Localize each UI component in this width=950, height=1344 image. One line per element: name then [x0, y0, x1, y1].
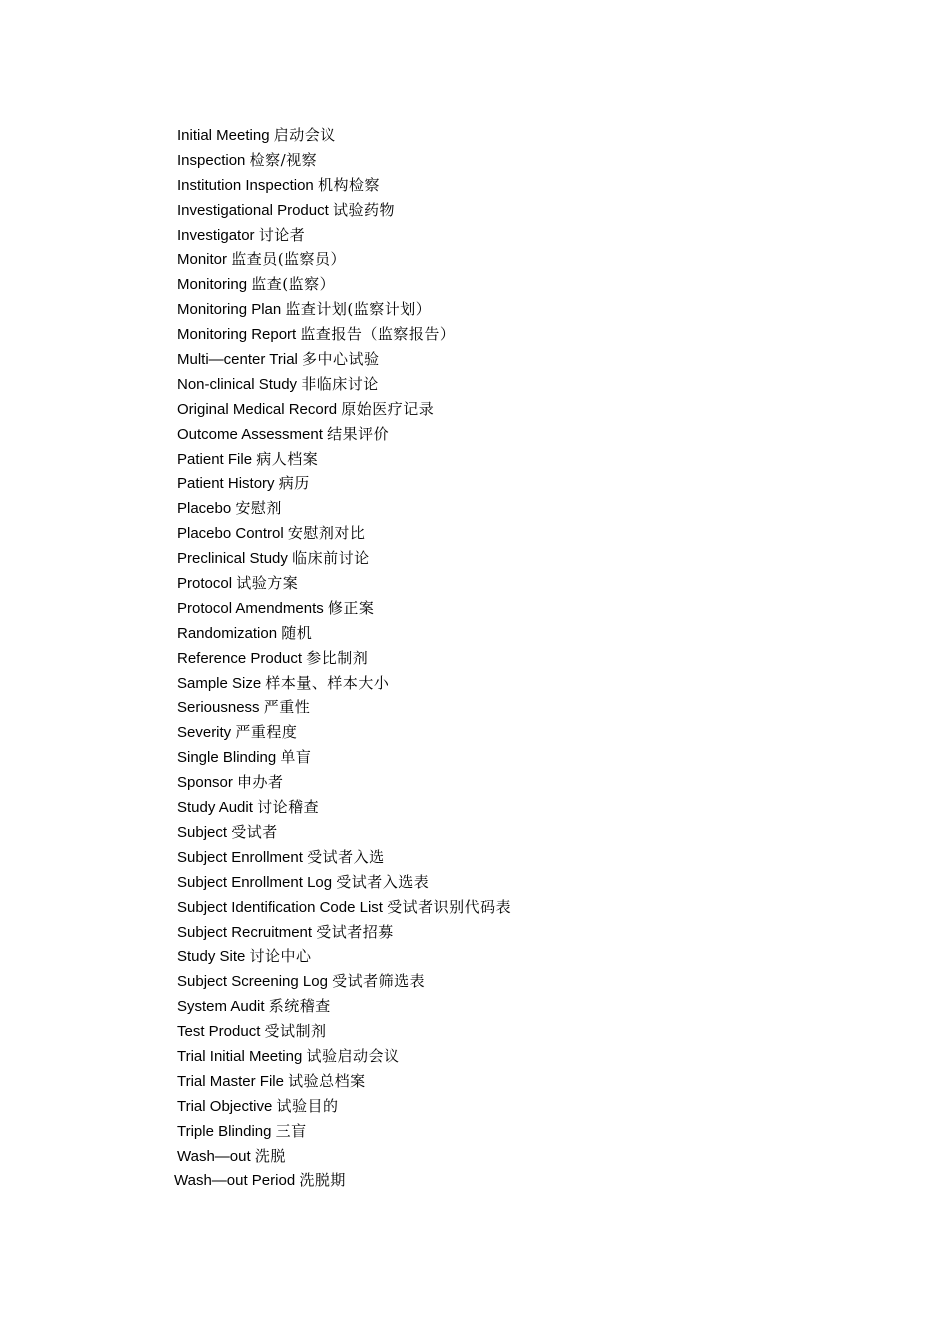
glossary-entry [177, 1144, 511, 1169]
term-english: Severity [177, 724, 232, 742]
glossary-entry [177, 272, 511, 297]
term-chinese: 临床前讨论 [292, 549, 370, 568]
glossary-entry [177, 123, 511, 148]
term-english: Trial Objective [177, 1097, 273, 1115]
glossary-entry [177, 422, 511, 447]
term-english: Seriousness [177, 699, 260, 717]
term-chinese: 试验总档案 [288, 1071, 366, 1090]
term-chinese: 试验启动会议 [306, 1046, 400, 1065]
glossary-entry [177, 969, 511, 994]
term-english: Institution Inspection [177, 176, 314, 194]
glossary-entry [177, 223, 511, 248]
term-english: Subject Screening Log [177, 973, 328, 991]
term-english: Inspection [177, 151, 246, 169]
term-chinese: 监查员(监察员） [231, 250, 347, 269]
term-english: Investigator [177, 226, 255, 244]
term-english: Subject Enrollment Log [177, 873, 333, 891]
glossary-entry [177, 596, 511, 621]
term-english: Preclinical Study [177, 550, 288, 568]
term-chinese: 试验药物 [332, 200, 395, 219]
term-english: Wash—out [177, 1147, 251, 1165]
glossary-entry [174, 1168, 511, 1193]
term-chinese: 受试制剂 [264, 1022, 327, 1041]
term-english: Original Medical Record [177, 400, 338, 418]
term-chinese: 监查(监察） [251, 275, 336, 294]
term-english: Outcome Assessment [177, 425, 323, 443]
glossary-entry [177, 496, 511, 521]
term-english: Wash—out Period [174, 1172, 296, 1190]
glossary-entry [177, 198, 511, 223]
term-chinese: 监查计划(监察计划） [285, 300, 432, 319]
glossary-entry [177, 571, 511, 596]
term-chinese: 受试者识别代码表 [387, 897, 512, 916]
term-chinese: 洗脱期 [299, 1171, 346, 1190]
term-english: Monitoring Report [177, 326, 297, 344]
glossary-entry [177, 845, 511, 870]
term-chinese: 单盲 [280, 748, 312, 767]
glossary-entry [177, 1069, 511, 1094]
term-chinese: 随机 [281, 623, 313, 642]
term-english: Subject Recruitment [177, 923, 313, 941]
term-english: Reference Product [177, 649, 303, 667]
glossary-entry [177, 920, 511, 945]
term-english: Placebo [177, 500, 232, 518]
glossary-entry [177, 1019, 511, 1044]
glossary-entry [177, 671, 511, 696]
glossary-entry [177, 820, 511, 845]
glossary-entry [177, 1044, 511, 1069]
glossary-entry [177, 173, 511, 198]
term-english: Monitor [177, 251, 228, 269]
term-english: Sponsor [177, 774, 233, 792]
term-english: Investigational Product [177, 201, 329, 219]
term-chinese: 启动会议 [273, 126, 336, 144]
term-english: Patient History [177, 475, 275, 493]
glossary-entry [177, 895, 511, 920]
glossary-entry [177, 546, 511, 571]
term-chinese: 结果评价 [327, 424, 390, 443]
term-english: Triple Blinding [177, 1122, 272, 1140]
term-english: Subject Enrollment [177, 848, 303, 866]
term-chinese: 安慰剂 [235, 499, 282, 518]
glossary-entry [177, 148, 511, 173]
term-chinese: 受试者筛选表 [332, 972, 426, 991]
term-chinese: 试验目的 [276, 1096, 339, 1115]
term-english: Single Blinding [177, 749, 277, 767]
term-english: Patient File [177, 450, 253, 468]
glossary-entry [177, 646, 511, 671]
term-english: Randomization [177, 624, 278, 642]
glossary-entry [177, 297, 511, 322]
glossary-entry [177, 322, 511, 347]
term-chinese: 病人档案 [256, 449, 319, 468]
term-english: Non-clinical Study [177, 375, 298, 393]
glossary-entry [177, 372, 511, 397]
glossary-entry [177, 347, 511, 372]
term-chinese: 受试者招募 [316, 922, 394, 941]
term-chinese: 参比制剂 [306, 648, 369, 667]
glossary-entry [177, 521, 511, 546]
term-chinese: 讨论稽查 [257, 798, 320, 817]
term-chinese: 洗脱 [254, 1146, 286, 1165]
glossary-entry [177, 994, 511, 1019]
term-english: Monitoring [177, 276, 248, 294]
term-english: Multi—center Trial [177, 351, 298, 369]
term-chinese: 三盲 [275, 1121, 307, 1140]
term-chinese: 试验方案 [236, 574, 299, 593]
term-chinese: 申办者 [237, 773, 284, 792]
term-english: Placebo Control [177, 525, 284, 543]
term-chinese: 讨论中心 [249, 947, 312, 966]
term-english: Protocol [177, 575, 233, 593]
term-chinese: 非临床讨论 [301, 374, 379, 393]
term-chinese: 修正案 [327, 598, 375, 617]
glossary-entry [177, 720, 511, 745]
term-english: Trial Initial Meeting [177, 1047, 303, 1065]
term-english: Test Product [177, 1023, 261, 1041]
term-chinese: 受试者入选 [307, 847, 385, 866]
term-english: Initial Meeting [177, 127, 270, 144]
term-chinese: 病历 [278, 474, 310, 493]
term-chinese: 样本量、样本大小 [265, 673, 390, 692]
glossary-entry [177, 795, 511, 820]
term-chinese: 原始医疗记录 [341, 399, 435, 418]
term-chinese: 严重程度 [235, 723, 298, 742]
term-english: Monitoring Plan [177, 301, 282, 319]
term-english: Subject Identification Code List [177, 898, 383, 916]
term-english: Study Audit [177, 799, 253, 817]
glossary-entry [177, 944, 511, 969]
term-english: Trial Master File [177, 1072, 284, 1090]
glossary-entry [177, 1094, 511, 1119]
term-chinese: 检察/视察 [249, 150, 318, 169]
glossary-entry [177, 247, 511, 272]
term-english: Sample Size [177, 674, 262, 692]
term-english: Study Site [177, 948, 246, 966]
glossary-entry [177, 621, 511, 646]
term-chinese: 受试者入选表 [336, 872, 430, 891]
glossary-entry [177, 770, 511, 795]
glossary-entry [177, 397, 511, 422]
term-chinese: 机构检察 [317, 175, 380, 194]
term-english: Subject [177, 823, 228, 841]
term-chinese: 安慰剂对比 [287, 524, 366, 543]
glossary-entry [177, 471, 511, 496]
glossary-entry [177, 695, 511, 720]
term-chinese: 多中心试验 [302, 350, 380, 369]
glossary-entry [177, 870, 511, 895]
term-english: System Audit [177, 998, 265, 1016]
term-chinese: 系统稽查 [268, 997, 331, 1016]
term-chinese: 受试者 [231, 822, 278, 841]
glossary-entry [177, 447, 511, 472]
glossary-entry [177, 1119, 511, 1144]
glossary-entry [177, 745, 511, 770]
term-chinese: 严重性 [263, 698, 311, 717]
term-chinese: 监查报告（监察报告） [300, 325, 456, 344]
glossary-list [174, 123, 512, 1193]
term-chinese: 讨论者 [258, 225, 306, 244]
term-english: Protocol Amendments [177, 599, 324, 617]
